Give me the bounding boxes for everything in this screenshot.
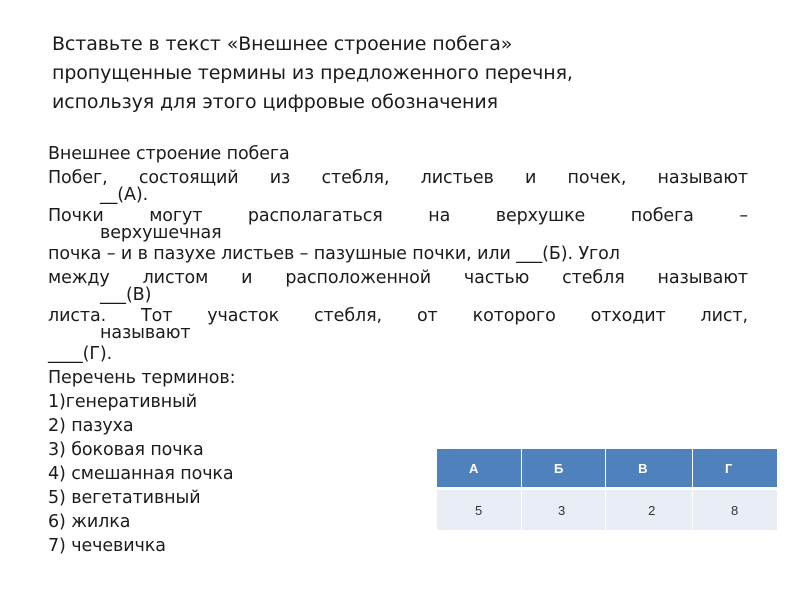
term-item: 3) боковая почка [48, 440, 204, 460]
task-title [52, 30, 772, 117]
term-item: 4) смешанная почка [48, 464, 234, 484]
text-line: ____(Г). [48, 344, 113, 364]
answer-header-b: Б [522, 449, 606, 490]
answer-table-row [437, 490, 777, 530]
text-line-indented: верхушечная [100, 223, 222, 243]
term-item: 2) пазуха [48, 416, 134, 436]
answer-header-v: В [606, 449, 693, 490]
answer-cell-g: 8 [693, 490, 777, 530]
text-line: Почки могут располагаться на верхушке побега – [48, 206, 748, 226]
answer-header-g: Г [693, 449, 777, 490]
task-title-line: Вставьте в текст «Внешнее строение побега» [52, 33, 513, 55]
text-line: между листом и расположенной частью стебля называют [48, 268, 748, 288]
text-line-indented: __(А). [100, 185, 149, 205]
task-title-line: используя для этого цифровые обозначения [52, 91, 498, 113]
answer-table-header-row [437, 449, 777, 490]
answer-table [437, 449, 777, 530]
answer-header-a: А [437, 449, 522, 490]
answer-cell-b: 3 [522, 490, 606, 530]
task-title-line: пропущенные термины из предложенного перечня, [52, 62, 573, 84]
term-item: 7) чечевичка [48, 536, 166, 556]
term-item: 5) вегетативный [48, 488, 201, 508]
text-line-indented: называют [100, 323, 191, 343]
terms-heading: Перечень терминов: [48, 368, 236, 388]
text-line: Побег, состоящий из стебля, листьев и почек, называют [48, 168, 748, 188]
text-line: почка – и в пазухе листьев – пазушные почки, или ___(Б). Угол [48, 244, 620, 264]
term-item: 1)генеративный [48, 392, 198, 412]
text-line-indented: ___(В) [100, 285, 152, 305]
term-item: 6) жилка [48, 512, 131, 532]
answer-cell-v: 2 [606, 490, 693, 530]
answer-cell-a: 5 [437, 490, 522, 530]
text-line: листа. Тот участок стебля, от которого отходит лист, [48, 306, 748, 326]
text-heading: Внешнее строение побега [48, 144, 290, 164]
